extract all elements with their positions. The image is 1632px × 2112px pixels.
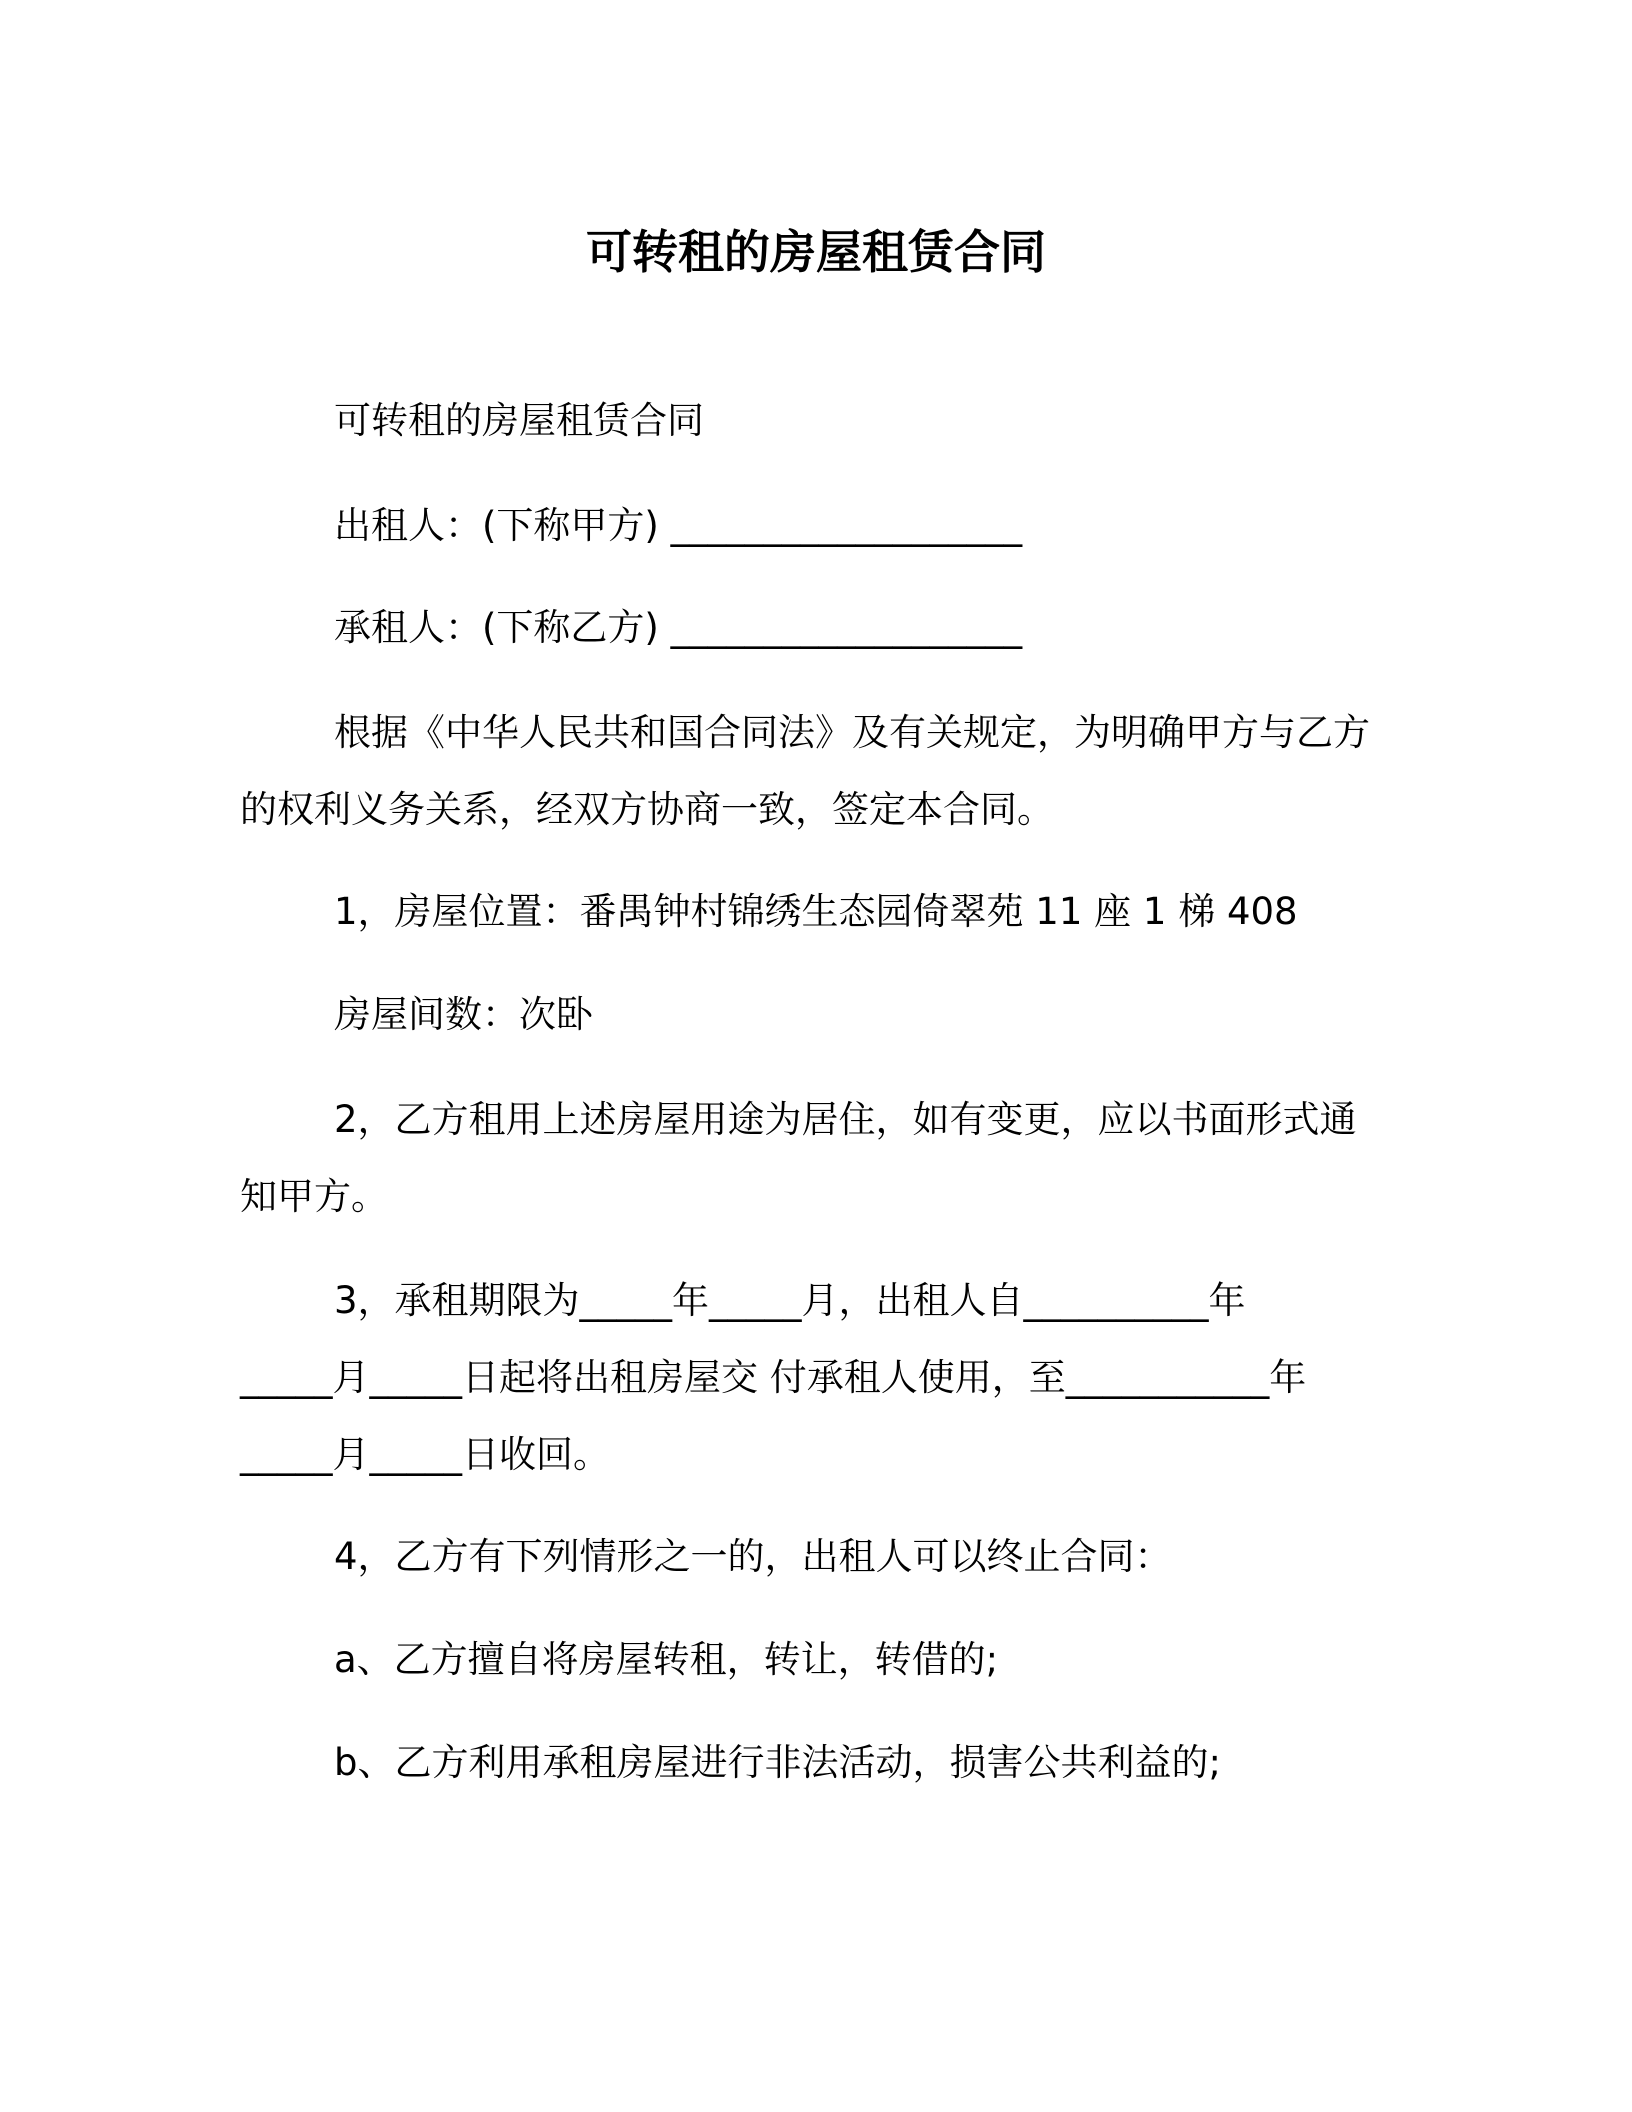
document-title: 可转租的房屋租赁合同 xyxy=(586,225,1046,279)
clause-4-item-b: b、乙方利用承租房屋进行非法活动，损害公共利益的; xyxy=(334,1741,1221,1784)
preamble-line-1: 根据《中华人民共和国合同法》及有关规定，为明确甲方与乙方 xyxy=(334,711,1370,754)
clause-2-line-1: 2，乙方租用上述房屋用途为居住，如有变更，应以书面形式通 xyxy=(334,1098,1357,1141)
clause-3-line-3: _____月_____日收回。 xyxy=(240,1433,610,1476)
lessee-line: 承租人：(下称乙方) ___________________ xyxy=(334,606,1023,649)
subtitle-line: 可转租的房屋租赁合同 xyxy=(334,399,704,442)
preamble-line-2: 的权利义务关系，经双方协商一致，签定本合同。 xyxy=(240,788,1054,831)
clause-1-location: 1，房屋位置：番禺钟村锦绣生态园倚翠苑 11 座 1 梯 408 xyxy=(334,890,1298,933)
lessor-line: 出租人：(下称甲方) ___________________ xyxy=(334,504,1023,547)
clause-1-rooms: 房屋间数：次卧 xyxy=(334,993,593,1036)
clause-4-item-a: a、乙方擅自将房屋转租，转让，转借的; xyxy=(334,1638,999,1681)
clause-3-line-1: 3，承租期限为_____年_____月，出租人自__________年 xyxy=(334,1279,1246,1322)
clause-2-line-2: 知甲方。 xyxy=(240,1175,388,1218)
clause-3-line-2: _____月_____日起将出租房屋交 付承租人使用，至___________年 xyxy=(240,1356,1307,1399)
clause-4-intro: 4，乙方有下列情形之一的，出租人可以终止合同： xyxy=(334,1535,1172,1578)
